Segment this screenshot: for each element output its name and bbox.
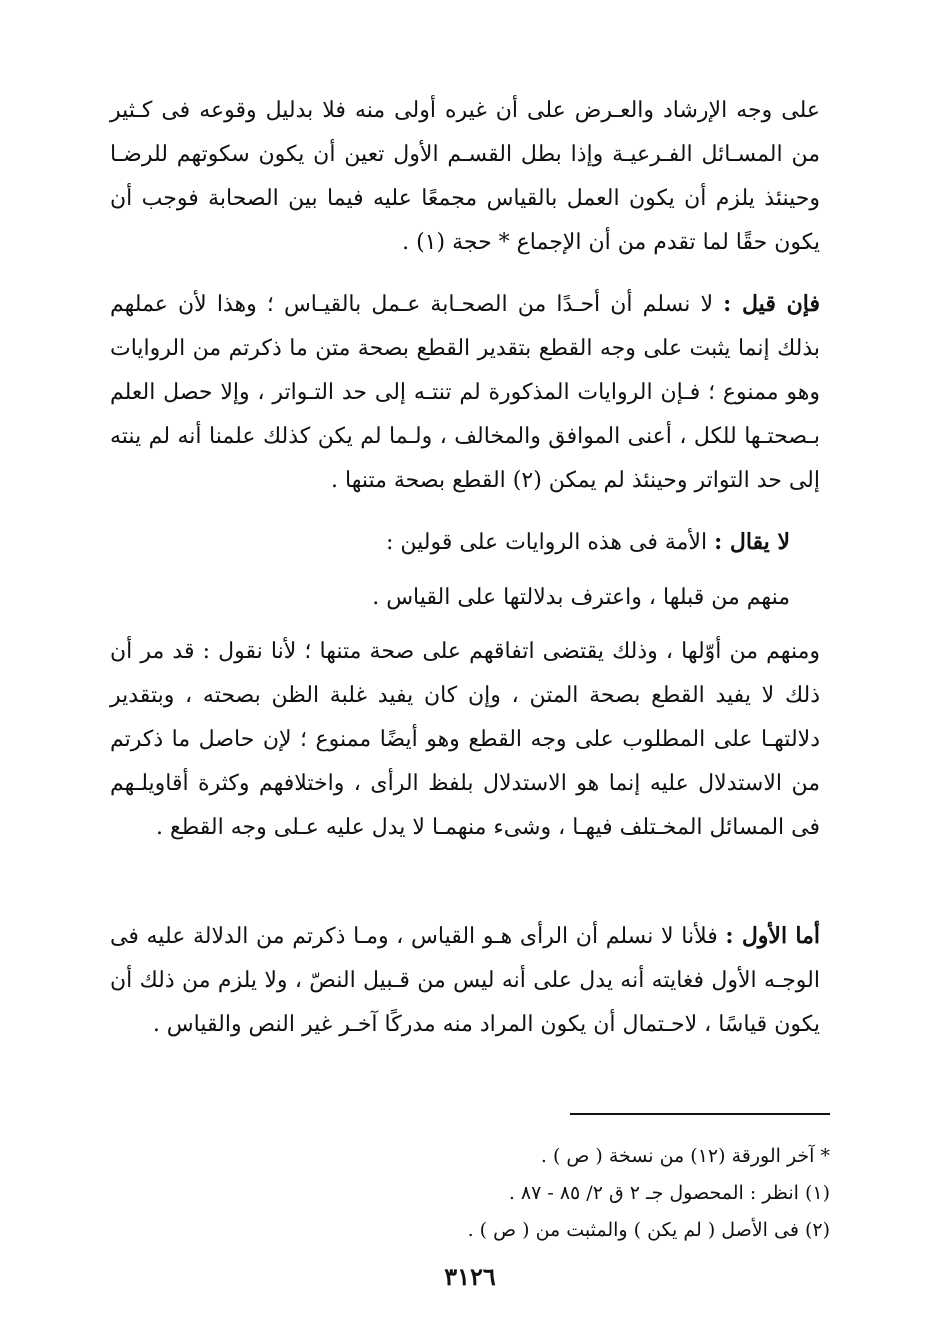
main-text-p1: [110, 88, 820, 265]
paragraph-2: [110, 282, 820, 503]
paragraph-6: [110, 914, 820, 1047]
paragraph-1-text: على وجه الإرشاد والعـرض على أن غيره أولى منه فلا بدليل وقوعه فى كـثير من المسـائل الفـرعيـة وإذا بطل القسـم الأول تعين أن يكون سكوتهم للرضـا وحينئذ يلزم أن يكون العمل بالقياس مجمعًا عليه فيما بين الصحابة فوجب أن يكون حقًا لما تقدم من أن الإجماع * حجة (١) .: [110, 98, 820, 255]
paragraph-6-text: فلأنا لا نسلم أن الرأى هـو القياس ، ومـا ذكرتم من الدلالة عليه فى الوجـه الأول فغايته أنه يدل على أنه ليس من قـبيل النصّ ، ولا يلزم من ذلك أن يكون قياسًا ، لاحـتمال أن يكون المراد منه مدركًا آخـر غير النص والقياس .: [110, 924, 820, 1037]
paragraph-6-lead: أما الأول :: [725, 923, 820, 949]
footnote-1: * آخر الورقة (١٢) من نسخة ( ص ) .: [540, 1145, 830, 1167]
paragraph-3: [80, 520, 790, 565]
main-text-p5: [110, 630, 820, 850]
page-number: ٣١٢٦: [444, 1262, 496, 1291]
main-text-p2: [110, 282, 820, 503]
paragraph-5: [110, 630, 820, 850]
main-text-p6: [110, 914, 820, 1047]
footnotes: [330, 1138, 830, 1249]
footnote-2: (١) انظر : المحصول جـ ٢ ق ٢/ ٨٥ - ٨٧ .: [508, 1182, 830, 1204]
paragraph-4: [80, 576, 790, 620]
paragraph-4-text: منهم من قبلها ، واعترف بدلالتها على القياس .: [372, 585, 790, 610]
paragraph-3-text: الأمة فى هذه الروايات على قولين :: [385, 530, 715, 555]
main-text-p3: [80, 520, 790, 565]
paragraph-5-text: ومنهم من أوّلها ، وذلك يقتضى اتفاقهم على صحة متنها ؛ لأنا نقول : قد مر أن ذلك لا يفيد القطع بصحة المتن ، وإن كان يفيد غلبة الظن بصحته ، وبتقدير دلالتهـا على المطلوب على وجه القطع وهو أيضًا ممنوع ؛ لإن حاصل ما ذكرتم من الاستدلال عليه إنما هو الاستدلال بلفظ الرأى ، واختلافهم وكثرة أقاويلـهم فى المسائل المخـتلف فيهـا ، وشىء منهمـا لا يدل عليه عـلى وجه القطع .: [110, 639, 820, 840]
footnote-divider: [570, 1113, 830, 1115]
paragraph-1: [110, 88, 820, 265]
paragraph-2-text: لا نسلم أن أحـدًا من الصحـابة عـمل بالقيـاس ؛ وهذا لأن عملهم بذلك إنما يثبت على وجه القطع بتقدير القطع بصحة متن ما ذكرتم من الروايات وهو ممنوع ؛ فـإن الروايات المذكورة لم تنتـه إلى حد التـواتر ، وإلا حصل العلم بـصحتـها للكل ، أعنى الموافق والمخالف ، ولـما لم يكن كذلك علمنا أنه لم ينته إلى حد التواتر وحينئذ لم يمكن (٢) القطع بصحة متنها .: [110, 292, 820, 493]
paragraph-3-lead: لا يقال :: [714, 529, 790, 555]
main-text-p4: [80, 576, 790, 620]
footnote-3: (٢) فى الأصل ( لم يكن ) والمثبت من ( ص ) .: [467, 1219, 830, 1241]
paragraph-2-lead: فإن قيل :: [723, 291, 820, 317]
